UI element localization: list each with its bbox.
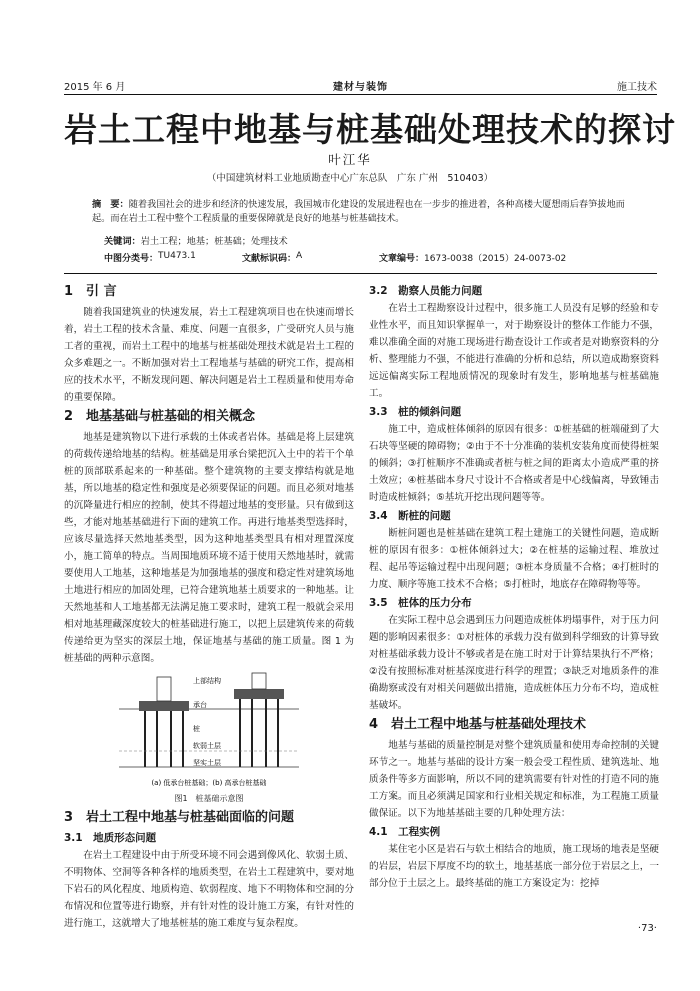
abstract-rule bbox=[64, 273, 657, 274]
section-2-heading: 2 地基基础与桩基础的相关概念 bbox=[64, 409, 256, 424]
classification-line bbox=[104, 251, 640, 265]
low-cap bbox=[139, 701, 189, 711]
high-superstructure bbox=[252, 673, 266, 689]
keywords-label: 关键词： bbox=[104, 236, 141, 247]
section-4-heading: 4 岩土工程中地基与桩基础处理技术 bbox=[369, 717, 587, 732]
section-3-2-heading: 3.2 勘察人员能力问题 bbox=[369, 285, 483, 297]
doc-code-label: 文献标识码： bbox=[242, 254, 297, 264]
article-no-value: 1673-0038（2015）24-0073-02 bbox=[424, 254, 567, 264]
label-pile: 桩 bbox=[193, 725, 200, 733]
section-3-2-paragraph: 在岩土工程勘察设计过程中，很多施工人员没有足够的经验和专业性水平，而且知识掌握单一，对于勘察设计的整体工作能力不强，难以准确全面的对施工现场进行勘查设计工作或者是对勘察资料的分析、整理能力不强，不能进行准确的分析和总结，所以造成勘察资料远远偏离实际工程地质情况的现象时有发生，影响地基与桩基础施工。 bbox=[369, 303, 659, 399]
section-1-heading: 1 引 言 bbox=[64, 284, 117, 299]
clc-label: 中图分类号： bbox=[104, 254, 159, 264]
article-no-label: 文章编号： bbox=[379, 254, 425, 264]
left-column bbox=[64, 281, 354, 932]
section-4-1-heading: 4.1 工程实例 bbox=[369, 826, 441, 838]
page-number: ·73· bbox=[637, 923, 657, 934]
keywords bbox=[104, 235, 640, 249]
figure-1-caption: 图1 桩基础示意图 bbox=[174, 794, 244, 803]
label-cap: 承台 bbox=[193, 701, 207, 709]
section-3-4-heading: 3.4 断桩的问题 bbox=[369, 510, 451, 522]
section-3-4-paragraph: 断桩问题也是桩基础在建筑工程土建施工的关键性问题，造成断桩的原因有很多：①桩体倾斜过大；②在桩基的运输过程、堆放过程、起吊等运输过程中出现问题；③桩本身质量不合格；④打桩时的力度、顺序等施工技术不合格；⑤打桩时，地底存在障碍物等等。 bbox=[369, 528, 659, 590]
affiliation: （中国建筑材料工业地质勘查中心广东总队 广东 广州 510403） bbox=[206, 173, 494, 184]
label-hard: 坚实土层 bbox=[193, 759, 221, 767]
right-column bbox=[369, 281, 659, 892]
pile-foundation-diagram bbox=[109, 671, 309, 791]
section-3-heading: 3 岩土工程中地基与桩基础面临的问题 bbox=[64, 810, 295, 825]
running-header bbox=[64, 78, 657, 94]
label-top-structure: 上部结构 bbox=[193, 677, 221, 685]
section-3-1-heading: 3.1 地质形态问题 bbox=[64, 832, 157, 844]
figure-1 bbox=[109, 671, 309, 791]
article-title: 岩土工程中地基与桩基础处理技术的探讨 bbox=[64, 110, 676, 149]
section-2-paragraph: 地基是建筑物以下进行承载的土体或者岩体。基础是将上层建筑的荷载传递给地基的结构。桩基础是用承台梁把沉入土中的若干个单桩的顶部联系起来的一种基础。整个建筑物的主要支撑结构就是地基，所以地基的稳定性和强度是必须要保证的问题。而且必须对地基的沉降量进行相应的控制，使其不得超过地基的变形量。只有做到这些，才能对地基基础进行下面的建筑工作。再进行地基类型选择时，应该尽量选择天然地基类型，因为这种地基类型具有相对理置深度小，施工简单的特点。当周围地质环境不适于使用天然地基时，就需要使用人工地基，这种地基是为加强地基的强度和稳定性对建筑场地土地进行相应的加固处理，已符合建筑地基土质要求的一种地基。让天然地基和人工地基都无法满足施工要求时，建筑工程一般就会采用相对地基理藏深度较大的桩基础进行施工，以把上层建筑传来的荷载传递给更为坚实的深层土地，保证地基与基础的施工质量。图 1 为桩基础的两种示意图。 bbox=[64, 432, 354, 664]
clc-value: TU473.1 bbox=[158, 251, 196, 261]
header-rule bbox=[64, 94, 657, 95]
section-3-3-paragraph: 施工中，造成桩体倾斜的原因有很多：①桩基础的桩端碰到了大石块等坚硬的障碍物；②由于不十分准确的装机安装角度而使得桩架的倾斜；③打桩顺序不准确或者桩与桩之间的距离太小造成严重的挤土效应；④桩基础本身尺寸设计不合格或者是中心线偏离，导致锤击时造成桩倾斜；⑤基坑开挖出现问题等等。 bbox=[369, 424, 659, 503]
section-3-5-paragraph: 在实际工程中总会遇到压力问题造成桩体坍塌事件，对于压力问题的影响因素很多：①对桩体的承载力没有做到科学细致的计算导致对桩基础承载力设计不够或者是在施工时对于计算结果执行不严格；②没有按照标准对桩基深度进行科学的理置；③缺乏对地质条件的准确勘察或没有对相关问题做出措施，造成桩体压力分布不均，造成桩基破坏。 bbox=[369, 615, 659, 711]
doc-code-value: A bbox=[296, 251, 303, 261]
section-3-1-paragraph: 在岩土工程建设中由于所受环境不同会遇到像风化、软弱土质、不明物体、空洞等各种各样的地质类型，在岩土工程建筑中，要对地下岩石的风化程度、地质构造、软弱程度、地下不明物体和空洞的分布情况和位置等进行勘察，并有针对性的设计施工方案，有针对性的进行施工，这就增大了地基桩基的施工难度与复杂程度。 bbox=[64, 850, 354, 929]
section-3-3-heading: 3.3 桩的倾斜问题 bbox=[369, 406, 462, 418]
keywords-text: 岩土工程；地基；桩基础；处理技术 bbox=[140, 236, 288, 247]
low-superstructure bbox=[157, 677, 171, 701]
header-date: 2015 年 6 月 bbox=[64, 82, 126, 93]
label-soft: 软弱土层 bbox=[193, 742, 221, 750]
label-subcaption: (a) 低承台桩基础；(b) 高承台桩基础 bbox=[151, 779, 267, 787]
abstract-text: 随着我国社会的进步和经济的快速发展，我国城市化建设的发展进程也在一步步的推进着，各种高楼大厦想雨后春笋拔地而起。而在岩土工程中整个工程质量的重要保障就是良好的地基与桩基础技术。 bbox=[92, 199, 625, 224]
abstract-label: 摘 要： bbox=[92, 199, 129, 210]
section-4-paragraph: 地基与基础的质量控制是对整个建筑质量和使用寿命控制的关键环节之一。地基与基础的设计方案一般会受工程性质、建筑选址、地质条件等多方面影响，所以不同的建筑需要有针对性的打造不同的施工方案。而且必须满足国家和行业相关规定和标准，为工程施工质量做保证。以下为地基基础主要的几种处理方法： bbox=[369, 740, 659, 819]
author: 叶江华 bbox=[328, 152, 372, 167]
section-4-1-paragraph: 某住宅小区是岩石与软土相结合的地质，施工现场的地表是坚硬的岩层，岩层下厚度不均的软土，地基基底一部分位于岩层之上，一部分位于土层之上。最终基础的施工方案设定为：挖掉 bbox=[369, 844, 659, 889]
header-journal: 建材与装饰 bbox=[333, 82, 388, 93]
abstract bbox=[92, 198, 640, 226]
section-3-5-heading: 3.5 桩体的压力分布 bbox=[369, 597, 472, 609]
header-section: 施工技术 bbox=[617, 82, 657, 93]
section-1-paragraph: 随着我国建筑业的快速发展，岩土工程建筑项目也在快速而增长着，岩土工程的技术含量、难度、问题一直很多，广受研究人员与施工者的重视，而岩土工程中的地基与桩基础处理技术就是岩土工程的众多难题之一。不断加强对岩土工程地基与基础的研究工作，提高相应的技术水平，不断发现问题、解决问题是岩土工程质量和使用寿命的重要保障。 bbox=[64, 307, 354, 403]
high-cap bbox=[234, 689, 284, 699]
